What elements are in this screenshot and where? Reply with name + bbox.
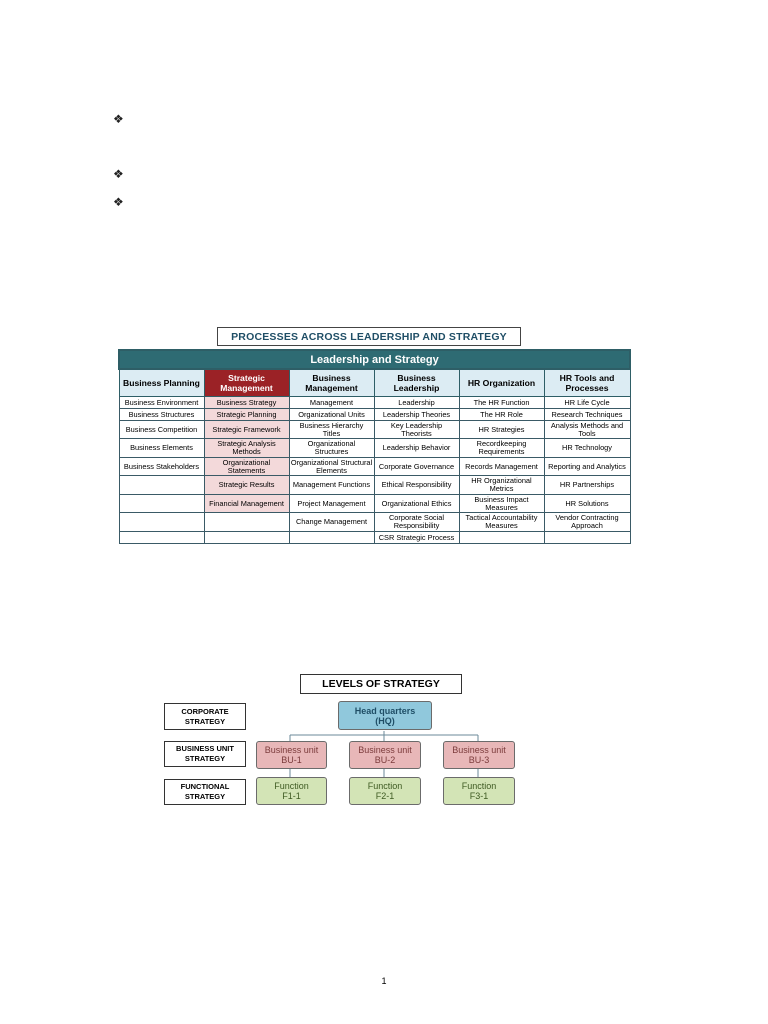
- table-cell: [544, 532, 630, 544]
- table-cell: Reporting and Analytics: [544, 458, 630, 476]
- table-cell: Leadership Behavior: [374, 439, 459, 458]
- table-cell: Change Management: [289, 513, 374, 532]
- table-cell: Financial Management: [204, 495, 289, 513]
- table-cell: Ethical Responsibility: [374, 476, 459, 495]
- bullet-1: ❖: [113, 112, 124, 126]
- table-cell: Records Management: [459, 458, 544, 476]
- table-cell: Tactical Accountability Measures: [459, 513, 544, 532]
- table-cell: Business Elements: [119, 439, 204, 458]
- column-header: HR Organization: [459, 369, 544, 397]
- function-node-3: Function F3-1: [443, 777, 515, 805]
- table-cell: [204, 532, 289, 544]
- business-unit-node-2: Business unit BU-2: [349, 741, 421, 769]
- table-cell: [204, 513, 289, 532]
- table-cell: Corporate Governance: [374, 458, 459, 476]
- table-cell: Recordkeeping Requirements: [459, 439, 544, 458]
- column-header-highlighted: Strategic Management: [204, 369, 289, 397]
- table-cell: Organizational Statements: [204, 458, 289, 476]
- label-corporate-strategy: CORPORATE STRATEGY: [164, 703, 246, 730]
- bullet-2: ❖: [113, 167, 124, 181]
- table-cell: Organizational Structural Elements: [290, 457, 373, 475]
- table-cell: Analysis Methods and Tools: [544, 421, 630, 439]
- table-cell: Strategic Planning: [204, 409, 289, 421]
- table-row: [119, 397, 630, 409]
- table-cell: HR Life Cycle: [544, 397, 630, 409]
- table-row: [119, 421, 630, 439]
- table-row: [119, 409, 630, 421]
- table-cell: Corporate Social Responsibility: [374, 513, 459, 532]
- page-number: 1: [381, 976, 387, 986]
- function-node-2: Function F2-1: [349, 777, 421, 805]
- table-cell: Project Management: [289, 495, 374, 513]
- table-cell: HR Technology: [544, 439, 630, 458]
- label-functional-strategy: FUNCTIONAL STRATEGY: [164, 779, 246, 805]
- business-unit-node-3: Business unit BU-3: [443, 741, 515, 769]
- table-cell: HR Partnerships: [544, 476, 630, 495]
- table-cell: CSR Strategic Process: [374, 532, 459, 544]
- table-cell: Business Strategy: [204, 397, 289, 409]
- table-cell: HR Solutions: [544, 495, 630, 513]
- table-cell: Strategic Analysis Methods: [204, 439, 289, 458]
- table-row: [119, 439, 630, 458]
- bullet-3: ❖: [113, 195, 124, 209]
- table-row: [119, 513, 630, 532]
- table-cell: Organizational Ethics: [374, 495, 459, 513]
- function-node-1: Function F1-1: [256, 777, 327, 805]
- table-cell: Business Impact Measures: [459, 495, 544, 513]
- column-header: Business Leadership: [374, 369, 459, 397]
- leadership-strategy-table: [118, 349, 631, 544]
- table-cell: Research Techniques: [544, 409, 630, 421]
- table-cell: Key Leadership Theorists: [374, 421, 459, 439]
- table-cell: Strategic Framework: [204, 421, 289, 439]
- business-unit-node-1: Business unit BU-1: [256, 741, 327, 769]
- table-cell: The HR Function: [459, 397, 544, 409]
- column-header: Business Management: [289, 369, 374, 397]
- column-header: Business Planning: [119, 369, 204, 397]
- table-row: [119, 458, 630, 476]
- table-cell: [119, 476, 204, 495]
- table-cell: Strategic Results: [204, 476, 289, 495]
- table-cell: HR Strategies: [459, 421, 544, 439]
- table-cell: Vendor Contracting Approach: [544, 513, 630, 532]
- table-cell: Business Structures: [119, 409, 204, 421]
- table-cell: Management: [289, 397, 374, 409]
- table-cell: [459, 532, 544, 544]
- table-cell: Business Stakeholders: [119, 458, 204, 476]
- table-cell: The HR Role: [459, 409, 544, 421]
- table-title: PROCESSES ACROSS LEADERSHIP AND STRATEGY: [217, 327, 521, 346]
- label-business-unit-strategy: BUSINESS UNIT STRATEGY: [164, 741, 246, 767]
- table-row: [119, 532, 630, 544]
- table-cell: HR Organizational Metrics: [459, 476, 544, 495]
- table-cell: Leadership Theories: [374, 409, 459, 421]
- table-cell: [119, 495, 204, 513]
- table-cell: Organizational Units: [289, 409, 374, 421]
- table-cell: Business Environment: [119, 397, 204, 409]
- table-cell: Business Hierarchy Titles: [289, 421, 374, 439]
- table-banner: Leadership and Strategy: [119, 350, 630, 369]
- table-cell: Business Competition: [119, 421, 204, 439]
- levels-title: LEVELS OF STRATEGY: [300, 674, 462, 694]
- hq-node: Head quarters (HQ): [338, 701, 432, 730]
- table-cell: Leadership: [374, 397, 459, 409]
- table-row: [119, 495, 630, 513]
- table-cell: [289, 532, 374, 544]
- column-header: HR Tools and Processes: [544, 369, 630, 397]
- table-cell: [119, 532, 204, 544]
- table-cell: Management Functions: [289, 476, 374, 495]
- table-row: [119, 476, 630, 495]
- table-cell: Organizational Structures: [289, 439, 374, 458]
- table-cell: [119, 513, 204, 532]
